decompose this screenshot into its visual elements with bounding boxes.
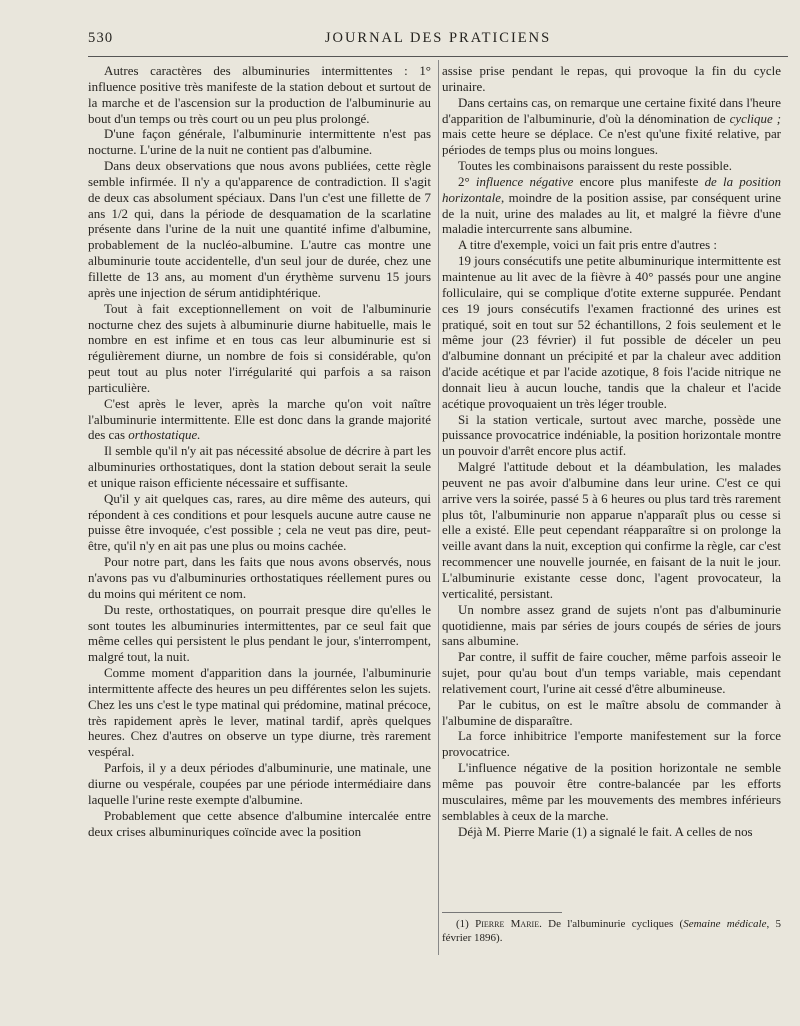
paragraph-text: 2°: [458, 173, 476, 189]
emphasis-cyclique: cyclique ;: [729, 110, 781, 126]
emphasis-influence-negative: influence négative: [475, 173, 574, 189]
paragraph: Malgré l'attitude debout et la déambulation, les malades peuvent ne pas avoir d'albumine dans leur urine. C'est ce qui arrive vers la soirée, passé 5 à 6 heures ou plus tard très rarement plus tôt, l'albuminurie non apparue n'apparaît plus ou cesse si elle a existé. Elle peut cependant réapparaître si on prolonge la veille avant dans la nuit, exception qui confirme la règle, car c'est recommencer une nouvelle journée, en faisant de la nuit le jour. L'albuminurie existante cesse donc, l'agent provocateur, la verticalité, persistant.: [442, 459, 781, 601]
paragraph: Par contre, il suffit de faire coucher, même parfois asseoir le sujet, pour qu'au bout d'un temps variable, mais cependant relativement court, l'urine ait cessé d'être albumineuse.: [442, 649, 781, 696]
paragraph: Un nombre assez grand de sujets n'ont pas d'albuminurie quotidienne, mais par séries de jours coupés de séries de jours sans albumine.: [442, 601, 781, 649]
paragraph: Dans deux observations que nous avons publiées, cette règle semble infirmée. Il n'y a qu'apparence de contradiction. Il s'agit de deux cas absolument spéciaux. Dans l'un c'est une fillette de 7 ans 1/2 qui, dans la période de desquamation de la scarlatine présente dans l'urine de la nuit une quantité infime d'albumine, probablement de la nucléo-albumine. L'autre cas montre une albuminurie toute accidentelle, d'un seul jour de durée, chez une fillette de 13 ans, au moment d'un érythème survenu 15 jours après une injection de sérum antidiphtérique.: [88, 158, 431, 300]
paragraph-text: Dans certains cas, on remarque une certaine fixité dans l'heure d'apparition de l'albuminurie, d'où la dénomination de: [442, 94, 781, 126]
paragraph: A titre d'exemple, voici un fait pris entre d'autres :: [458, 237, 718, 253]
footnote-journal: Semaine médicale: [683, 918, 767, 930]
paragraph: Qu'il y ait quelques cas, rares, au dire même des auteurs, qui répondent à ces conditions et pour lesquels aucune autre cause ne puisse être invoquée, c'est possible ; cela ne veut pas dire, peut-être, qu'il n'y en ait pas une plus ou moins cachée.: [88, 490, 431, 554]
paragraph: Du reste, orthostatiques, on pourrait presque dire qu'elles le sont toutes les albuminuries intermittentes, par ce seul fait que même celles qui persistent le plus pendant le jour, s'interrompent, malgré tout, la nuit.: [88, 601, 431, 665]
paragraph: Toutes les combinaisons paraissent du reste possible.: [458, 158, 732, 174]
paragraph: [88, 396, 431, 444]
paragraph: Parfois, il y a deux périodes d'albuminurie, une matinale, une diurne ou vespérale, coupées par une période intermédiaire dans laquelle l'urine reste exempte d'albumine.: [88, 760, 431, 807]
paragraph-continuation: assise prise pendant le repas, qui provoque la fin du cycle urinaire.: [442, 63, 781, 94]
paragraph: L'influence négative de la position horizontale ne semble même pas pouvoir être contre-balancée par les efforts musculaires, même par les mouvements des membres inférieurs semblables à ceux de la marche.: [442, 760, 781, 823]
paragraph: Pour notre part, dans les faits que nous avons observés, nous n'avons pas vu d'albuminuries orthostatiques réellement pures ou du moins qui méritent ce nom.: [88, 554, 431, 601]
footnote-rule: [442, 912, 562, 913]
left-column: [88, 63, 431, 953]
paragraph: Autres caractères des albuminuries intermittentes : 1° influence positive très manifeste de la station debout et surtout de la marche et de l'ascension sur la production de l'albuminurie au bout d'un temps ou très court ou un peu plus prolongé.: [88, 63, 431, 126]
paragraph: Probablement que cette absence d'albumine intercalée entre deux crises albuminuriques coïncide avec la position: [88, 807, 431, 839]
footnote-tail: , 5 février 1896).: [442, 918, 782, 944]
emphasis-orthostatique: orthostatique.: [128, 427, 201, 443]
right-column: [442, 63, 781, 905]
paragraph: Il semble qu'il n'y ait pas nécessité absolue de décrire à part les albuminuries orthostatiques, dont la station debout serait la seule et unique raison efficiente nécessaire et suffisante.: [88, 443, 431, 490]
paragraph: Si la station verticale, surtout avec marche, possède une puissance provocatrice indéniable, la position horizontale montre un pouvoir d'arrêt encore plus actif.: [442, 411, 781, 459]
page-number: 530: [88, 30, 114, 46]
paragraph-text: C'est après le lever, après la marche qu'on voit naître l'albuminurie intermittente. Elle est donc dans la grande majorité des cas: [88, 395, 431, 443]
paragraph: Comme moment d'apparition dans la journée, l'albuminurie intermittente affecte des heures un peu différentes selon les sujets. Chez les uns c'est le type matinal qui prédomine, matinal précoce, très rapidement après le lever, matinal tardif, après quelques heures. Chez d'autres on observe un type diurne, très rarement vespéral.: [88, 665, 431, 760]
footnote-marker: (1): [456, 918, 476, 930]
header-rule: [88, 56, 788, 57]
paragraph-text: encore plus manifeste: [573, 173, 705, 189]
column-separator: [438, 60, 439, 955]
paragraph: 19 jours consécutifs une petite albuminurique intermittente est maintenue au lit avec de la fièvre à 40° passés pour une angine folliculaire, qui se complique d'otite externe suppurée. Pendant ces 19 jours consécutifs l'examen fractionné des urines est pratiqué, soit en tout sur 52 échantillons, 2 fois seulement et le même jour (23 février) il fut possible de déceler un peu d'albumine donnant un précipité et par la chaleur avec addition d'acide acétique et par l'acide azotique, 8 fois l'acide nitrique ne donnait lieu à aucun louche, tandis que la chaleur et l'acide acétique provoquaient un très léger trouble.: [442, 253, 781, 411]
paragraph: [442, 95, 781, 158]
emphasis-position-horizontale: de la position horizontale: [442, 173, 781, 205]
paragraph: La force inhibitrice l'emporte manifestement sur la force provocatrice.: [442, 728, 781, 760]
paragraph: [442, 174, 781, 237]
page-header: [88, 30, 788, 54]
paragraph-text: mais cette heure se déplace. Ce n'est qu'une fixité relative, par périodes de temps plus ou moins longues.: [442, 126, 781, 158]
footnote-text: De l'albuminurie cycliques (: [541, 918, 684, 930]
paragraph: Déjà M. Pierre Marie (1) a signalé le fait. A celles de nos: [458, 823, 753, 839]
paragraph: Par le cubitus, on est le maître absolu de commander à l'albumine de disparaître.: [442, 696, 781, 728]
paragraph: D'une façon générale, l'albuminurie intermittente n'est pas nocturne. L'urine de la nuit ne contient pas d'albumine.: [88, 126, 431, 158]
paragraph: Tout à fait exceptionnellement on voit de l'albuminurie nocturne chez des sujets à albuminurie diurne habituelle, mais le nombre en est infime et en tous cas leur albuminurie est si régulièrement diurne, un nombre de fois si considérable, qu'on peut tout au plus noter l'irrégularité qui parfois a sa raison particulière.: [88, 300, 431, 395]
footnote-author: Pierre Marie.: [475, 918, 542, 930]
journal-title: JOURNAL DES PRATICIENS: [324, 30, 552, 46]
paragraph-text: , moindre de la position assise, par conséquent urine de la nuit, urine des malades au lit, et malgré la fièvre d'une maladie intercurrente sans albumine.: [442, 189, 781, 237]
footnote: [442, 917, 781, 945]
